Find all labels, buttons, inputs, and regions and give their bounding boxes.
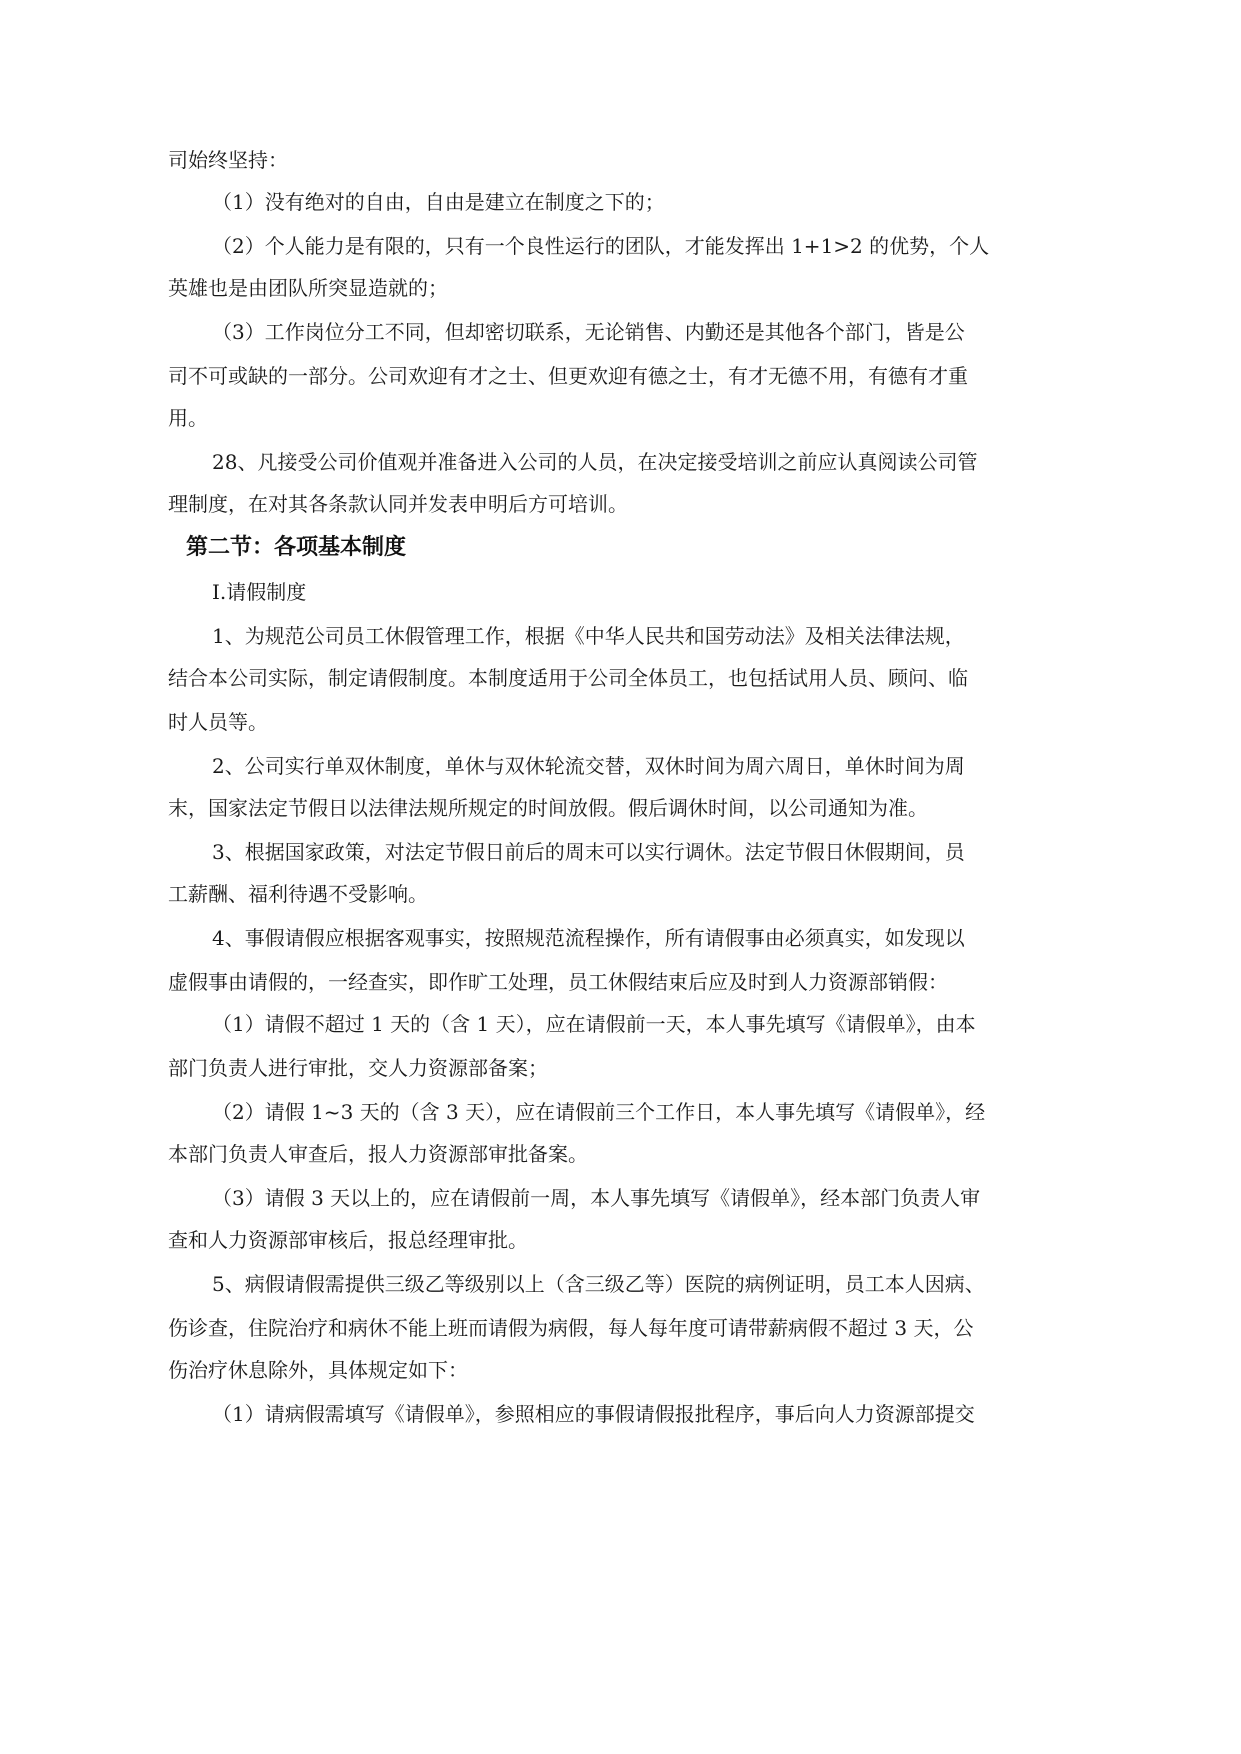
text-line: 伤治疗休息除外，具体规定如下： <box>168 1358 468 1382</box>
text-line: （1）请假不超过 1 天的（含 1 天），应在请假前一天，本人事先填写《请假单》，由本 <box>212 1012 976 1036</box>
text-line: 本部门负责人审查后，报人力资源部审批备案。 <box>168 1142 588 1166</box>
text-line: 司始终坚持： <box>168 148 288 172</box>
text-line: 英雄也是由团队所突显造就的； <box>168 276 448 300</box>
text-line: 3、根据国家政策，对法定节假日前后的周末可以实行调休。法定节假日休假期间，员 <box>212 840 965 864</box>
text-line: 用。 <box>168 406 208 430</box>
text-line: 结合本公司实际，制定请假制度。本制度适用于公司全体员工，也包括试用人员、顾问、临 <box>168 666 968 690</box>
text-line: 28、凡接受公司价值观并准备进入公司的人员，在决定接受培训之前应认真阅读公司管 <box>212 450 978 474</box>
text-line: 1、为规范公司员工休假管理工作，根据《中华人民共和国劳动法》及相关法律法规， <box>212 624 965 648</box>
text-line: （1）没有绝对的自由，自由是建立在制度之下的； <box>212 190 665 214</box>
text-line: 虚假事由请假的，一经查实，即作旷工处理，员工休假结束后应及时到人力资源部销假： <box>168 970 948 994</box>
text-line: （3）请假 3 天以上的，应在请假前一周，本人事先填写《请假单》，经本部门负责人审 <box>212 1186 981 1210</box>
text-line: 时人员等。 <box>168 710 268 734</box>
text-line: 末，国家法定节假日以法律法规所规定的时间放假。假后调休时间，以公司通知为准。 <box>168 796 928 820</box>
text-line: 2、公司实行单双休制度，单休与双休轮流交替，双休时间为周六周日，单休时间为周 <box>212 754 965 778</box>
text-line: 司不可或缺的一部分。公司欢迎有才之士、但更欢迎有德之士，有才无德不用，有德有才重 <box>168 364 968 388</box>
text-line: （2）个人能力是有限的，只有一个良性运行的团队，才能发挥出 1+1>2 的优势，个人 <box>212 234 990 258</box>
text-line: 理制度，在对其各条款认同并发表申明后方可培训。 <box>168 492 628 516</box>
subsection-heading: Ⅰ.请假制度 <box>212 580 307 604</box>
section-heading: 第二节：各项基本制度 <box>186 535 407 560</box>
text-line: 5、病假请假需提供三级乙等级别以上（含三级乙等）医院的病例证明，员工本人因病、 <box>212 1272 985 1296</box>
text-line: 4、事假请假应根据客观事实，按照规范流程操作，所有请假事由必须真实，如发现以 <box>212 926 965 950</box>
text-line: 部门负责人进行审批，交人力资源部备案； <box>168 1056 548 1080</box>
text-line: （3）工作岗位分工不同，但却密切联系，无论销售、内勤还是其他各个部门，皆是公 <box>212 320 965 344</box>
text-line: （1）请病假需填写《请假单》，参照相应的事假请假报批程序，事后向人力资源部提交 <box>212 1402 975 1426</box>
text-line: 工薪酬、福利待遇不受影响。 <box>168 882 428 906</box>
text-line: 查和人力资源部审核后，报总经理审批。 <box>168 1228 528 1252</box>
text-line: （2）请假 1~3 天的（含 3 天），应在请假前三个工作日，本人事先填写《请假单》，经 <box>212 1100 986 1124</box>
text-line: 伤诊查，住院治疗和病休不能上班而请假为病假，每人每年度可请带薪病假不超过 3 天，公 <box>168 1316 974 1340</box>
